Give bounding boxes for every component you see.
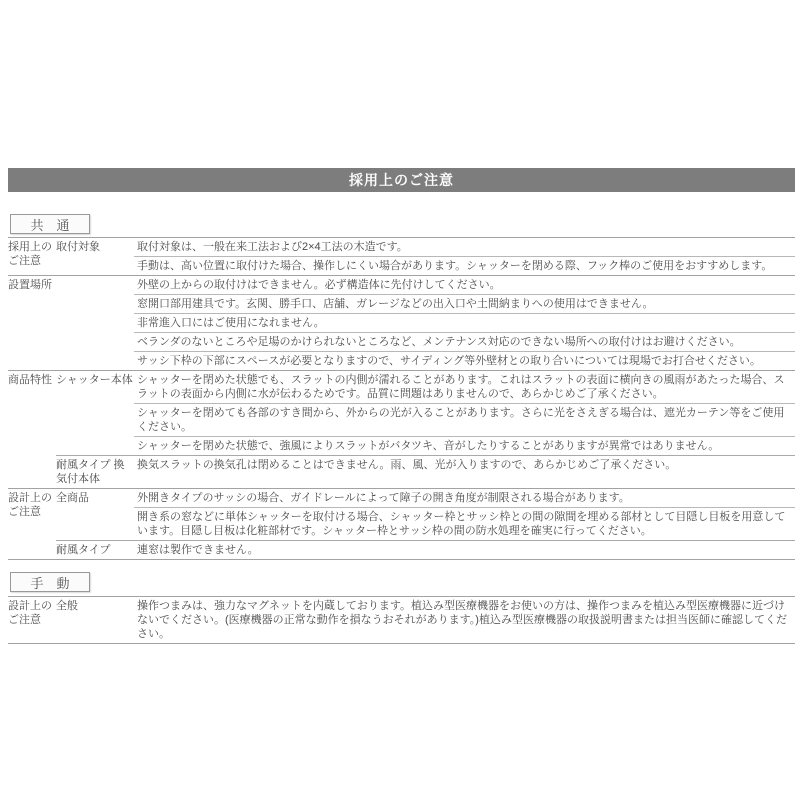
note-text: シャッターを閉めても各部のすき間から、外からの光が入ることがあります。さらに光をさえぎる場合は、遮光カーテン等をご使用ください。: [134, 403, 795, 436]
note-rows: [134, 238, 795, 275]
subgroup: [56, 276, 795, 370]
note-text: 外開きタイプのサッシの場合、ガイドレールによって障子の開き角度が制限される場合があります。: [137, 492, 630, 504]
document-page: [0, 168, 800, 644]
note-rows: [134, 541, 795, 559]
note-text: 外壁の上からの取付けはできません。必ず構造体に先付けしてください。: [137, 279, 501, 291]
subgroup: [56, 597, 795, 643]
subcategory-cell: 全般: [56, 600, 78, 612]
table-row-group: [8, 488, 795, 559]
note-text: 連窓は製作できません。: [137, 544, 259, 556]
subgroup-list: [56, 276, 795, 370]
subcategory-cell: 耐風タイプ 換気付本体: [56, 459, 125, 485]
note-text: 非常進入口にはご使用になれません。: [134, 313, 795, 332]
subgroup-list: [56, 371, 795, 488]
note-text: シャッターを閉めた状態で、強風によりスラットがバタツキ、音がしたりすることがありますが異常ではありません。: [134, 436, 795, 455]
note-rows: [134, 489, 795, 540]
subgroup-list: [56, 238, 795, 275]
note-text: 手動は、高い位置に取付けた場合、操作しにくい場合があります。シャッターを閉める際、フック棒のご使用をおすすめします。: [134, 256, 795, 275]
subcategory-cell: シャッター本体: [56, 374, 133, 386]
category-cell: 採用上の ご注意: [8, 241, 52, 267]
note-text: 換気スラットの換気孔は閉めることはできません。雨、風、光が入りますので、あらかじめご了承ください。: [137, 459, 677, 471]
page-title: 採用上のご注意: [349, 172, 454, 188]
note-rows: [134, 597, 795, 643]
note-text: 取付対象は、一般在来工法および2×4工法の木造です。: [137, 241, 408, 253]
category-cell: 設計上の ご注意: [8, 600, 52, 626]
subcategory-cell: 取付対象: [56, 241, 100, 253]
table-row-group: [8, 370, 795, 488]
subgroup: [56, 489, 795, 540]
subgroup-list: [56, 489, 795, 559]
subgroup-list: [56, 597, 795, 643]
manual-notes-table: [8, 596, 795, 644]
subcategory-cell: 全商品: [56, 492, 89, 504]
section-label-common-text: 共 通: [30, 217, 70, 233]
note-rows: [134, 456, 795, 488]
subcategory-cell: 耐風タイプ: [56, 544, 111, 556]
category-cell: 商品特性: [8, 374, 52, 386]
subgroup: [56, 371, 795, 455]
subgroup: [56, 540, 795, 559]
section-label-manual: [10, 572, 90, 592]
category-cell: 設置場所: [8, 279, 52, 291]
title-bar: [8, 168, 795, 192]
note-text: シャッターを閉めた状態でも、スラットの内側が濡れることがあります。これはスラットの表面に横向きの風雨があたった場合、スラットの表面から内側に水が伝わるためです。品質に問題はありませんので、あらかじめご了承ください。: [137, 374, 785, 400]
note-rows: [134, 371, 795, 455]
note-text: ベランダのないところや足場のかけられないところなど、メンテナンス対応のできない場所への取付けはお避けください。: [134, 332, 795, 351]
note-text: サッシ下枠の下部にスペースが必要となりますので、サイディング等外壁材との取り合いについては現場でお打合せください。: [134, 351, 795, 370]
category-cell: 設計上の ご注意: [8, 492, 52, 518]
note-text: 開き系の窓などに単体シャッターを取付ける場合、シャッター枠とサッシ枠との間の隙間を埋める部材として目隠し目板を用意しています。目隠し目板は化粧部材です。シャッター枠とサッシ枠の間の防水処理を確実に行ってください。: [134, 507, 795, 540]
table-row-group: [8, 275, 795, 370]
subcategory-cell: [56, 276, 134, 370]
subgroup: [56, 455, 795, 488]
table-row-group: [8, 596, 795, 643]
note-text: 窓開口部用建具です。玄関、勝手口、店舗、ガレージなどの出入口や土間納まりへの使用はできません。: [134, 294, 795, 313]
table-row-group: [8, 237, 795, 275]
section-label-manual-text: 手 動: [30, 575, 70, 591]
note-text: 操作つまみは、強力なマグネットを内蔵しております。植込み型医療機器をお使いの方は、操作つまみを植込み型医療機器に近づけないでください。(医療機器の正常な動作を損なうおそれがあります。)植込み型医療機器の取扱説明書または担当医師に確認してください。: [137, 600, 787, 640]
common-notes-table: [8, 237, 795, 560]
note-rows: [134, 276, 795, 370]
subgroup: [56, 238, 795, 275]
section-label-common: [10, 214, 90, 234]
